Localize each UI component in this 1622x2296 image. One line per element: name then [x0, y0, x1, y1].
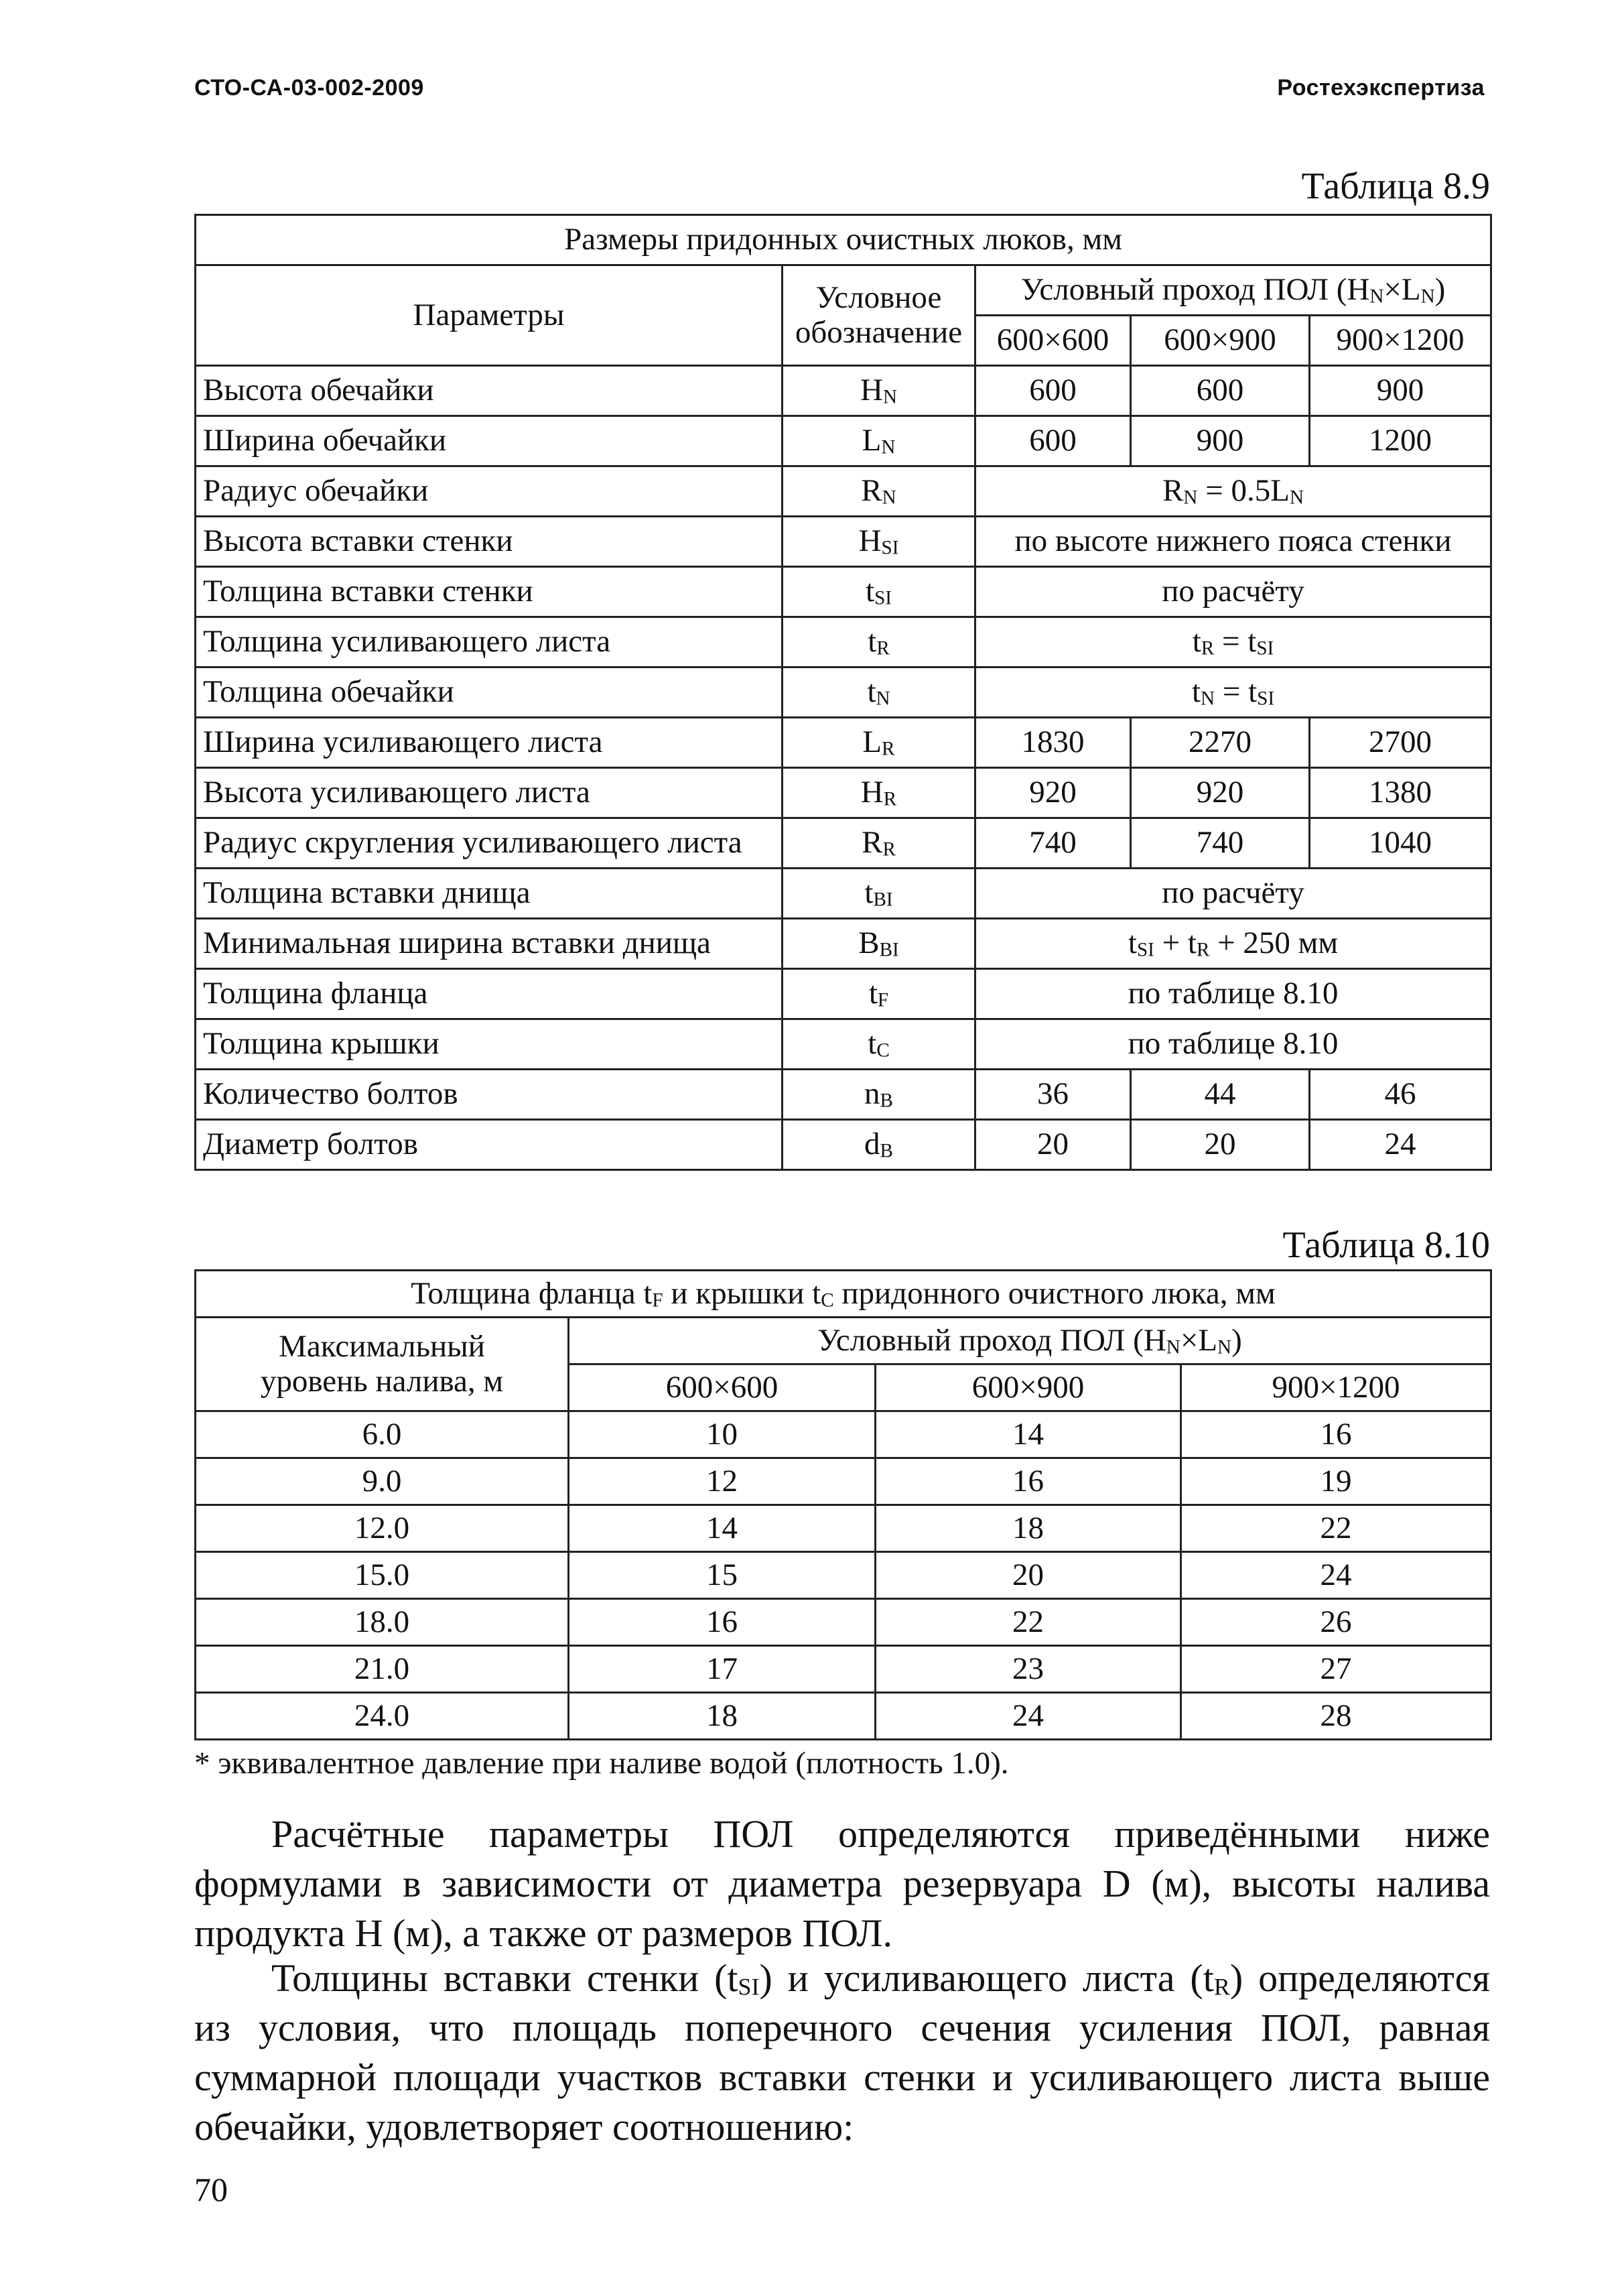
table-row: [196, 1070, 1491, 1120]
table-row: [196, 818, 1491, 869]
header-level: Максимальный уровень налива, м: [196, 1318, 569, 1411]
table-cell: 24.0: [196, 1693, 569, 1740]
table-title: Толщина фланца $t_F$ и крышки $t_C$ придонного очистного люка, мм: [196, 1271, 1491, 1318]
table-row: [196, 567, 1491, 617]
param-name: Диаметр болтов: [196, 1120, 783, 1170]
table-8-9: [194, 214, 1492, 1171]
header-doc-code: СТО-СА-03-002-2009: [194, 75, 424, 101]
param-symbol: $t_{BI}$: [783, 869, 975, 919]
table-cell: 17: [569, 1646, 876, 1693]
table-row: [196, 1318, 1491, 1364]
table-cell: 1200: [1310, 416, 1491, 466]
table-row: [196, 969, 1491, 1019]
table-8-9-caption: Таблица 8.9: [1301, 166, 1490, 207]
header-pass: Условный проход ПОЛ $(H_N\times L_N)$: [975, 265, 1491, 316]
param-name: Количество болтов: [196, 1070, 783, 1120]
param-symbol: $H_N$: [783, 366, 975, 416]
param-symbol: $t_F$: [783, 969, 975, 1019]
table-row: [196, 1552, 1491, 1599]
table-cell: 18: [569, 1693, 876, 1740]
param-symbol: $t_{SI}$: [783, 567, 975, 617]
table-cell: 9.0: [196, 1458, 569, 1505]
table-cell: 20: [876, 1552, 1181, 1599]
table-cell: 20: [1131, 1120, 1310, 1170]
table-row: [196, 1411, 1491, 1458]
table-row: [196, 718, 1491, 768]
table-cell-formula: $t_N = t_{SI}$: [975, 667, 1491, 718]
size-header: 900×1200: [1181, 1364, 1491, 1411]
table-cell: 2700: [1310, 718, 1491, 768]
table-row: [196, 1599, 1491, 1646]
table-cell-formula: $R_N = 0.5L_N$: [975, 466, 1491, 517]
param-name: Радиус обечайки: [196, 466, 783, 517]
table-cell: 16: [1181, 1411, 1491, 1458]
table-cell-formula: $t_R = t_{SI}$: [975, 617, 1491, 667]
param-name: Толщина вставки днища: [196, 869, 783, 919]
table-cell: 1040: [1310, 818, 1491, 869]
param-symbol: $t_C$: [783, 1019, 975, 1070]
param-symbol: $L_R$: [783, 718, 975, 768]
table-cell: 1380: [1310, 768, 1491, 818]
header-params: Параметры: [196, 265, 783, 366]
param-symbol: $d_B$: [783, 1120, 975, 1170]
table-cell: 20: [975, 1120, 1131, 1170]
param-name: Высота усиливающего листа: [196, 768, 783, 818]
table-cell: по расчёту: [975, 567, 1491, 617]
table-cell: 16: [569, 1599, 876, 1646]
table-cell: 600: [1131, 366, 1310, 416]
table-cell: 24: [1181, 1552, 1491, 1599]
table-cell: 600: [975, 416, 1131, 466]
table-8-10: [194, 1269, 1492, 1740]
table-cell: 26: [1181, 1599, 1491, 1646]
page-number: 70: [194, 2171, 228, 2208]
table-cell: 18.0: [196, 1599, 569, 1646]
table-row: [196, 265, 1491, 316]
table-cell: 12: [569, 1458, 876, 1505]
table-cell: 36: [975, 1070, 1131, 1120]
table-row: [196, 1646, 1491, 1693]
param-symbol: $H_{SI}$: [783, 517, 975, 567]
table-cell: 6.0: [196, 1411, 569, 1458]
table-cell: 44: [1131, 1070, 1310, 1120]
param-name: Ширина обечайки: [196, 416, 783, 466]
table-row: [196, 869, 1491, 919]
param-name: Минимальная ширина вставки днища: [196, 919, 783, 969]
header-pass: Условный проход ПОЛ $(H_N\times L_N)$: [569, 1318, 1491, 1364]
paragraph-2: Толщины вставки стенки $(t_{SI})$ и усиливающего листа $(t_R)$ определяются из условия, что площадь поперечного сечения усиления ПОЛ, равная суммарной площади участков вставки стенки и усиливающего листа выше обечайки, удовлетворяет соотношению:: [194, 1956, 1491, 2149]
table-cell: 46: [1310, 1070, 1491, 1120]
param-symbol: $H_R$: [783, 768, 975, 818]
table-cell: 18: [876, 1505, 1181, 1552]
table-row: [196, 517, 1491, 567]
table-row: [196, 466, 1491, 517]
param-symbol: $t_R$: [783, 617, 975, 667]
param-name: Толщина обечайки: [196, 667, 783, 718]
table-row: [196, 215, 1491, 265]
table-row: [196, 617, 1491, 667]
table-row: [196, 919, 1491, 969]
table-cell: 28: [1181, 1693, 1491, 1740]
param-name: Ширина усиливающего листа: [196, 718, 783, 768]
table-cell: 900: [1310, 366, 1491, 416]
table-row: [196, 1458, 1491, 1505]
table-cell: 920: [975, 768, 1131, 818]
table-row: [196, 1271, 1491, 1318]
param-symbol: $B_{BI}$: [783, 919, 975, 969]
size-header: 600×900: [1131, 316, 1310, 366]
param-name: Толщина вставки стенки: [196, 567, 783, 617]
table-cell: 2270: [1131, 718, 1310, 768]
size-header: 600×900: [876, 1364, 1181, 1411]
size-header: 600×600: [975, 316, 1131, 366]
table-cell: 12.0: [196, 1505, 569, 1552]
table-cell-formula: $t_{SI} + t_R + 250$ мм: [975, 919, 1491, 969]
table-cell: 21.0: [196, 1646, 569, 1693]
table-title: Размеры придонных очистных люков, мм: [196, 215, 1491, 265]
paragraph-1: Расчётные параметры ПОЛ определяются приведёнными ниже формулами в зависимости от диаметра резервуара D (м), высоты налива продукта H (м), а также от размеров ПОЛ.: [194, 1812, 1490, 1955]
param-name: Толщина крышки: [196, 1019, 783, 1070]
param-symbol: $R_N$: [783, 466, 975, 517]
param-name: Высота вставки стенки: [196, 517, 783, 567]
param-name: Толщина фланца: [196, 969, 783, 1019]
table-cell: 15: [569, 1552, 876, 1599]
header-symbol: Условное обозначение: [783, 265, 975, 366]
table-row: [196, 366, 1491, 416]
param-name: Радиус скругления усиливающего листа: [196, 818, 783, 869]
param-symbol: $t_N$: [783, 667, 975, 718]
table-cell: 14: [876, 1411, 1181, 1458]
table-8-10-caption: Таблица 8.10: [1282, 1224, 1490, 1266]
size-header: 900×1200: [1310, 316, 1491, 366]
size-header: 600×600: [569, 1364, 876, 1411]
param-name: Высота обечайки: [196, 366, 783, 416]
table-cell: 23: [876, 1646, 1181, 1693]
table-cell: 740: [975, 818, 1131, 869]
table-row: [196, 1019, 1491, 1070]
table-cell: по расчёту: [975, 869, 1491, 919]
table-cell: 27: [1181, 1646, 1491, 1693]
param-name: Толщина усиливающего листа: [196, 617, 783, 667]
table-cell: 14: [569, 1505, 876, 1552]
table-cell: 22: [876, 1599, 1181, 1646]
table-cell: 24: [876, 1693, 1181, 1740]
table-cell: по таблице 8.10: [975, 969, 1491, 1019]
table-cell: 22: [1181, 1505, 1491, 1552]
table-row: [196, 1120, 1491, 1170]
table-cell: 740: [1131, 818, 1310, 869]
param-symbol: $n_B$: [783, 1070, 975, 1120]
table-cell: по таблице 8.10: [975, 1019, 1491, 1070]
table-cell: 15.0: [196, 1552, 569, 1599]
header-organization: Ростехэкспертиза: [1277, 75, 1485, 101]
table-cell: 24: [1310, 1120, 1491, 1170]
table-row: [196, 667, 1491, 718]
table-row: [196, 1505, 1491, 1552]
table-cell: 1830: [975, 718, 1131, 768]
table-cell: 16: [876, 1458, 1181, 1505]
table-cell: 10: [569, 1411, 876, 1458]
table-row: [196, 416, 1491, 466]
table-row: [196, 768, 1491, 818]
table-cell: 900: [1131, 416, 1310, 466]
param-symbol: $L_N$: [783, 416, 975, 466]
table-cell: 920: [1131, 768, 1310, 818]
table-cell: 19: [1181, 1458, 1491, 1505]
table-cell: 600: [975, 366, 1131, 416]
table-cell: по высоте нижнего пояса стенки: [975, 517, 1491, 567]
param-symbol: $R_R$: [783, 818, 975, 869]
table-row: [196, 1693, 1491, 1740]
table-footnote: * эквивалентное давление при наливе водой (плотность 1.0).: [194, 1746, 1009, 1781]
